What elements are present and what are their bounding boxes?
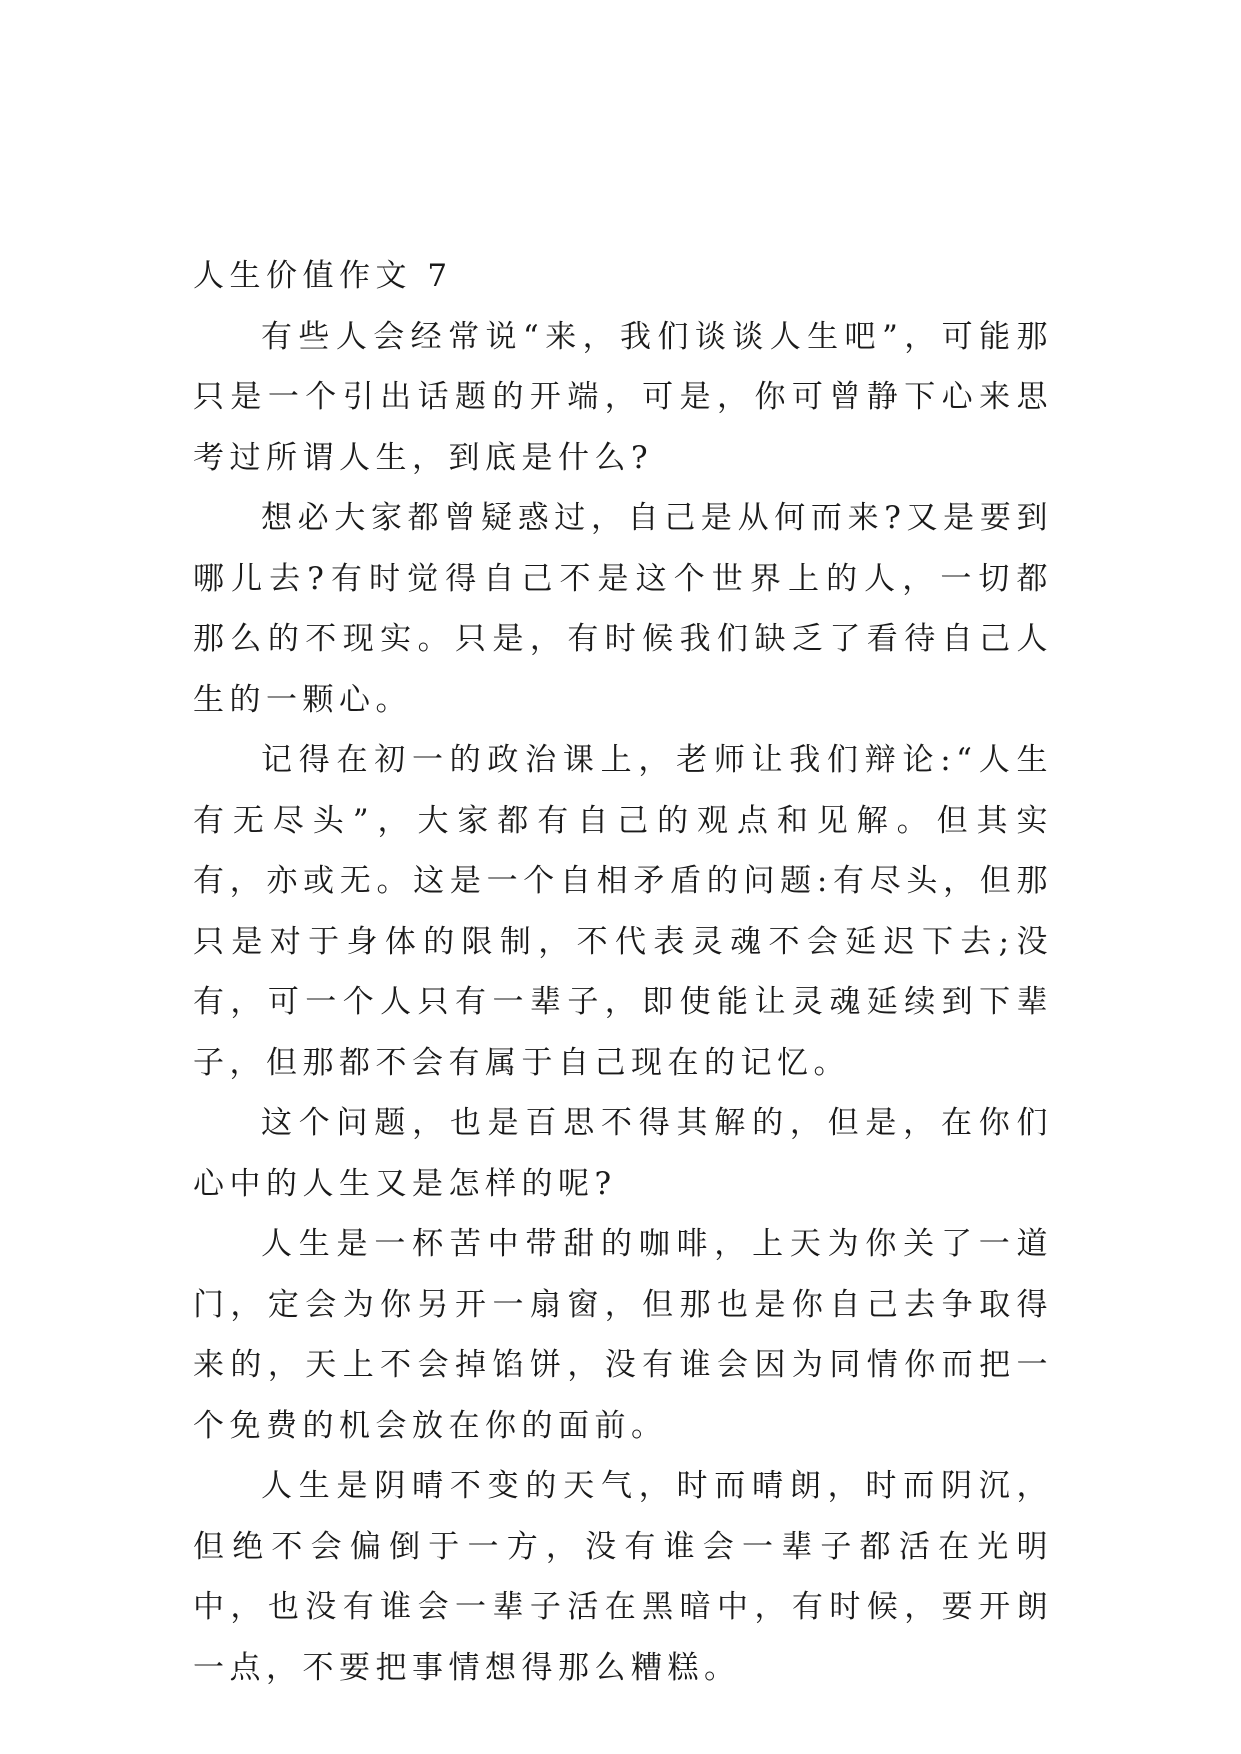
paragraph-4: 这个问题，也是百思不得其解的，但是，在你们心中的人生又是怎样的呢? [193,1105,1053,1202]
paragraph-6: 人生是阴晴不变的天气，时而晴朗，时而阴沉，但绝不会偏倒于一方，没有谁会一辈子都活在光明中，也没有谁会一辈子活在黑暗中，有时候，要开朗一点，不要把事情想得那么糟糕。 [193,1468,1053,1686]
document-body [193,246,1053,1698]
document-title: 人生价值作文 7 [193,258,453,294]
paragraph-2: 想必大家都曾疑惑过，自己是从何而来?又是要到哪儿去?有时觉得自己不是这个世界上的人，一切都那么的不现实。只是，有时候我们缺乏了看待自己人生的一颗心。 [193,500,1053,718]
paragraph-1: 有些人会经常说“来，我们谈谈人生吧”，可能那只是一个引出话题的开端，可是，你可曾静下心来思考过所谓人生，到底是什么? [193,318,1053,476]
paragraph-5: 人生是一杯苦中带甜的咖啡，上天为你关了一道门，定会为你另开一扇窗，但那也是你自己去争取得来的，天上不会掉馅饼，没有谁会因为同情你而把一个免费的机会放在你的面前。 [193,1226,1053,1444]
paragraph-3: 记得在初一的政治课上，老师让我们辩论:“人生有无尽头”，大家都有自己的观点和见解。但其实有，亦或无。这是一个自相矛盾的问题:有尽头，但那只是对于身体的限制，不代表灵魂不会延迟下去;没有，可一个人只有一辈子，即使能让灵魂延续到下辈子，但那都不会有属于自己现在的记忆。 [193,742,1053,1081]
